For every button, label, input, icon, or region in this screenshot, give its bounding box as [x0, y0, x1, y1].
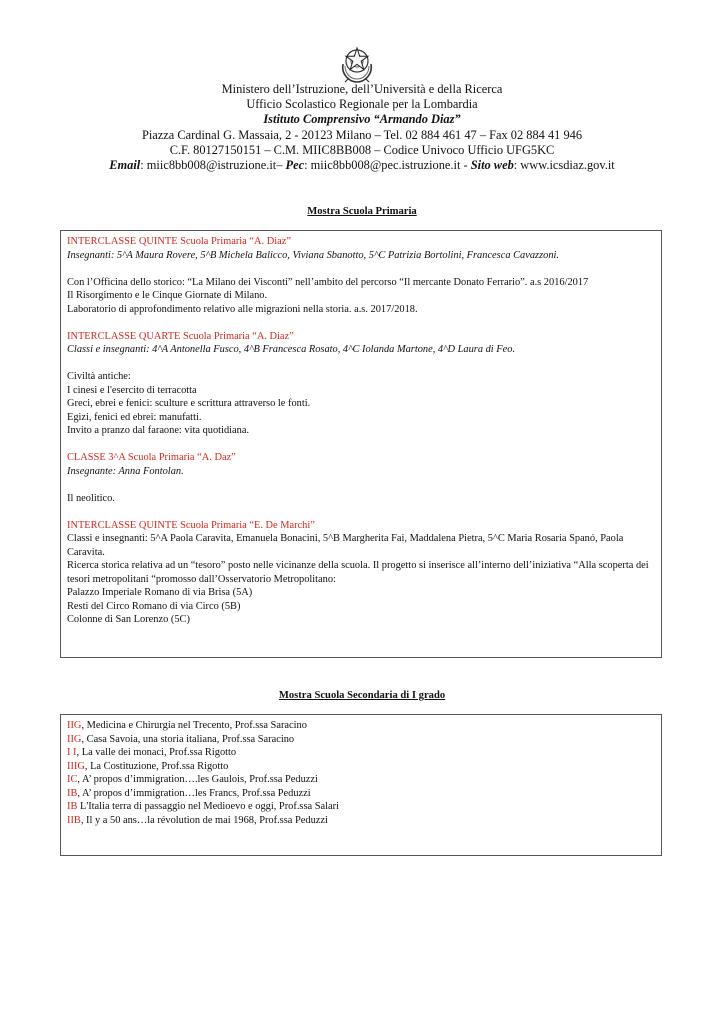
project-text: , La Costituzione, Prof.ssa Rigotto	[84, 760, 229, 772]
block-line: Civiltà antiche:	[67, 371, 131, 382]
class-code: IIG	[67, 733, 82, 745]
class-code: I I	[67, 747, 77, 758]
school-address: Piazza Cardinal G. Massaia, 2 - 20123 Milano – Tel. 02 884 461 47 – Fax 02 884 41 946	[141, 127, 583, 142]
block-teachers: Classi e insegnanti: 4^A Antonella Fusco, 4^B Francesca Rosato, 4^C Iolanda Martone, 4^D Laura di Feo.	[67, 344, 516, 355]
block-line: Il Risorgimento e le Cinque Giornate di Milano.	[67, 290, 268, 301]
list-item	[67, 787, 655, 801]
secondaria-box	[60, 714, 662, 856]
block-line: Colonne di San Lorenzo (5C)	[67, 614, 190, 625]
block-line: Greci, ebrei e fenici: sculture e scrittura attraverso le fonti.	[67, 398, 311, 409]
block-line: Egizi, fenici ed ebrei: manufatti.	[67, 411, 202, 423]
primaria-section-title: Mostra Scuola Primaria	[307, 206, 417, 217]
website-label: Sito web	[470, 158, 514, 173]
class-code: IB	[67, 787, 78, 799]
list-item	[67, 719, 655, 733]
email-label: Email	[109, 158, 141, 173]
block-line: Laboratorio di approfondimento relativo alle migrazioni nella storia. a.s. 2017/2018.	[67, 303, 418, 315]
secondaria-section-title: Mostra Scuola Secondaria di I grado	[278, 690, 446, 701]
block-line: Ricerca storica relativa ad un “tesoro” posto nelle vicinanze della scuola. Il progetto si inserisce all’interno dell’iniziativa “Alla scoperta dei tesori metropolitani “promosso dall’Osservatorio Metropolitano:	[67, 560, 649, 585]
block-teachers: Classi e insegnanti: 5^A Paola Caravita, Emanuela Bonacini, 5^B Margherita Fai, Maddalena Pietra, 5^C Maria Rosaria Spanó, Paola Caravita.	[67, 533, 624, 558]
pec-label: Pec	[285, 158, 305, 173]
block-line: Con l’Officina dello storico: “La Milano dei Visconti” nell’ambito del percorso “Il mercante Donato Ferrario”. a.s 2016/2017	[67, 276, 589, 288]
website-value[interactable]: : www.icsdiaz.gov.it	[513, 158, 615, 173]
block-line: Invito a pranzo dal faraone: vita quotidiana.	[67, 425, 250, 436]
class-code: IIB	[67, 814, 81, 826]
class-code: IB	[67, 801, 78, 812]
list-item	[67, 760, 655, 774]
block-title: INTERCLASSE QUARTE Scuola Primaria “A. Diaz”	[67, 330, 294, 342]
class-code: IIG	[67, 720, 82, 731]
project-text: , La valle dei monaci, Prof.ssa Rigotto	[76, 747, 237, 758]
class-code: IC	[67, 774, 78, 785]
list-item	[67, 733, 655, 747]
list-item	[67, 773, 655, 787]
ministry-name: Ministero dell’Istruzione, dell’Università e della Ricerca	[221, 82, 503, 96]
block-line: I cinesi e l'esercito di terracotta	[67, 384, 197, 396]
list-item	[67, 800, 655, 814]
project-text: , A’ propos d’immigration….les Gaulois, Prof.ssa Peduzzi	[77, 774, 318, 785]
school-contacts	[40, 158, 684, 173]
list-item	[67, 814, 655, 828]
project-text: , A’ propos d’immigration…les Francs, Prof.ssa Peduzzi	[77, 787, 311, 799]
block-teachers: Insegnante: Anna Fontolan.	[67, 465, 184, 477]
block-line: Resti del Circo Romano di via Circo (5B)	[67, 600, 241, 612]
block-line: Palazzo Imperiale Romano di via Brisa (5A)	[67, 587, 253, 598]
school-name: Istituto Comprensivo “Armando Diaz”	[263, 112, 461, 127]
class-code: IIIG	[67, 760, 85, 772]
project-text: , Casa Savoia, una storia italiana, Prof.ssa Saracino	[81, 733, 295, 745]
project-text: , Il y a 50 ans…la révolution de mai 1968, Prof.ssa Peduzzi	[80, 814, 328, 826]
pec-value[interactable]: : miic8bb008@pec.istruzione.it -	[304, 158, 471, 173]
block-title: INTERCLASSE QUINTE Scuola Primaria “E. De Marchi”	[67, 519, 315, 531]
block-teachers: Insegnanti: 5^A Maura Rovere, 5^B Michela Balicco, Viviana Sbanotto, 5^C Patrizia Bortolini, Francesca Cavazzoni.	[67, 249, 560, 261]
primaria-box	[60, 230, 662, 658]
school-codes: C.F. 80127150151 – C.M. MIIC8BB008 – Codice Univoco Ufficio UFG5KC	[169, 142, 555, 157]
email-value[interactable]: : miic8bb008@istruzione.it–	[140, 158, 286, 173]
block-title: CLASSE 3^A Scuola Primaria “A. Daz”	[67, 452, 236, 463]
regional-office: Ufficio Scolastico Regionale per la Lombardia	[246, 97, 478, 112]
project-text: , Medicina e Chirurgia nel Trecento, Prof.ssa Saracino	[81, 720, 307, 731]
list-item	[67, 746, 655, 760]
block-line: Il neolitico.	[67, 492, 115, 504]
project-text: L'Italia terra di passaggio nel Medioevo e oggi, Prof.ssa Salari	[77, 801, 339, 812]
letterhead	[40, 82, 684, 173]
republic-emblem-icon	[337, 42, 377, 84]
block-title: INTERCLASSE QUINTE Scuola Primaria “A. Diaz”	[67, 236, 291, 247]
